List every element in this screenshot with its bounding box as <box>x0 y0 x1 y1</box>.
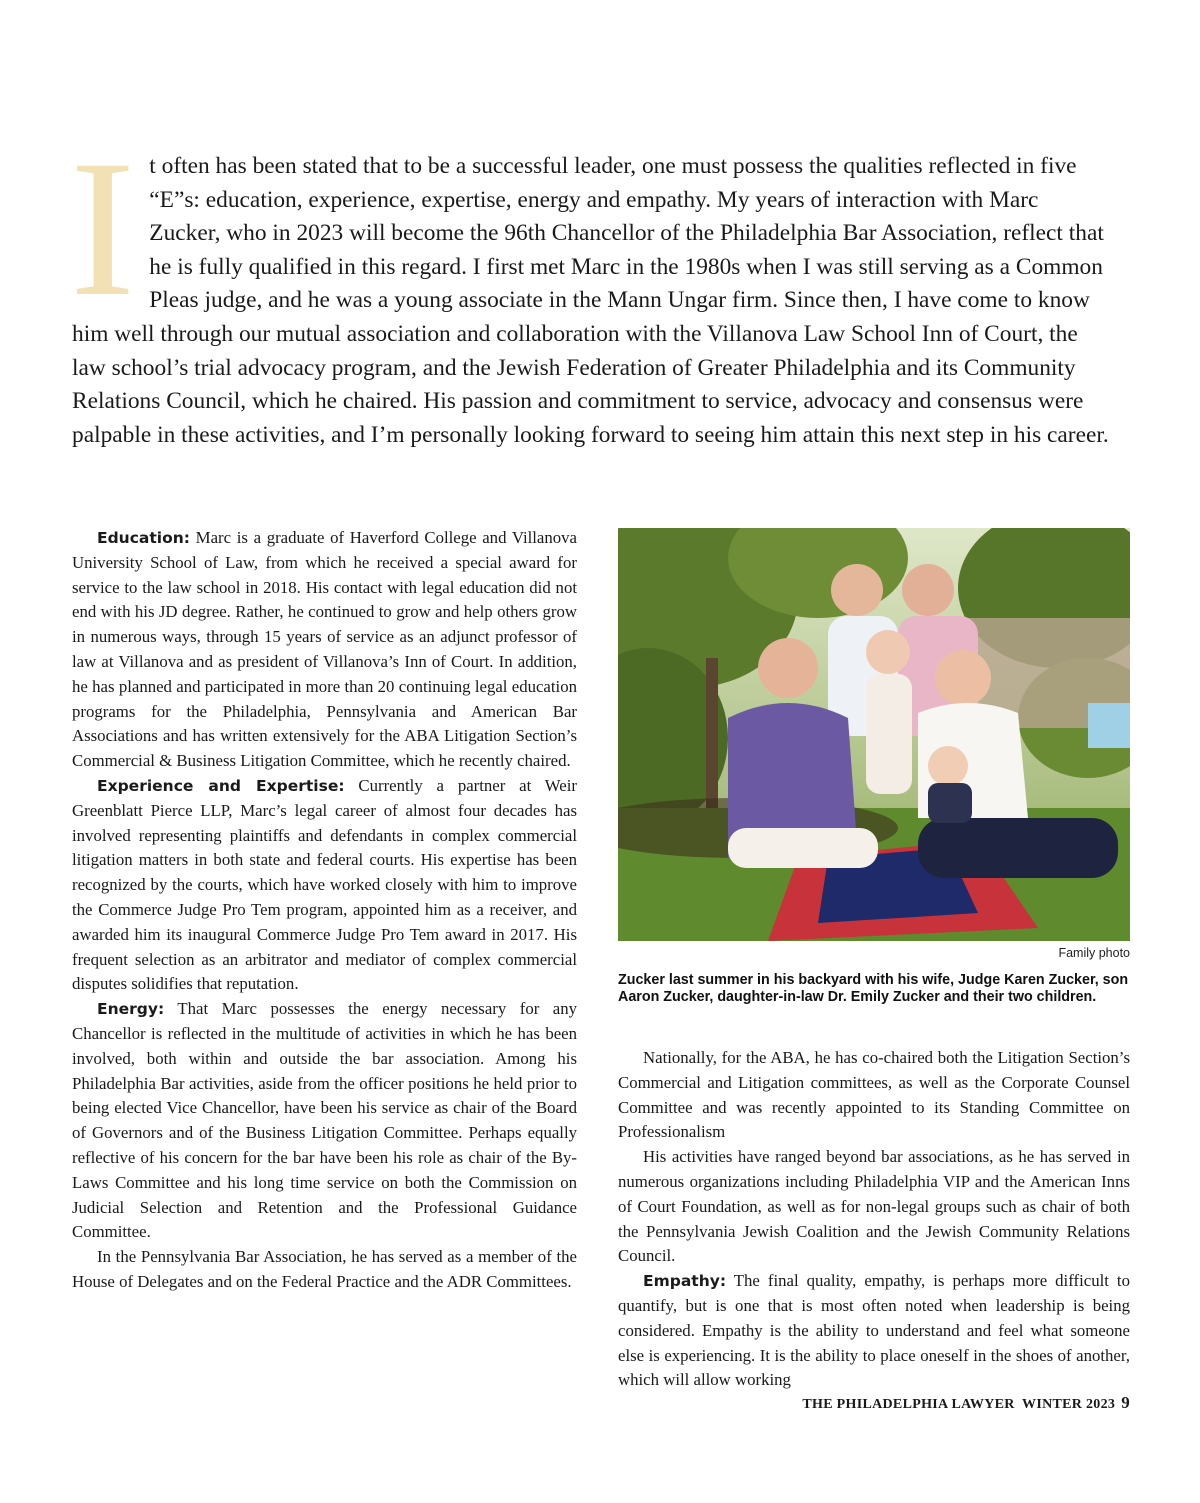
experience-heading: Experience and Expertise: <box>97 776 345 795</box>
drop-cap: I <box>70 120 136 337</box>
page-number: 9 <box>1121 1393 1130 1412</box>
education-heading: Education: <box>97 529 190 547</box>
pba-paragraph: In the Pennsylvania Bar Association, he has served as a member of the House of Delegates and on the Federal Practice and the ADR Committees. <box>72 1247 577 1291</box>
education-paragraph <box>72 526 577 774</box>
photo-caption: Zucker last summer in his backyard with his wife, Judge Karen Zucker, son Aaron Zucker, daughter-in-law Dr. Emily Zucker and their two children. <box>618 972 1129 1006</box>
family-photo <box>618 528 1130 941</box>
publication-name: THE PHILADELPHIA LAWYER WINTER 2023 <box>802 1397 1116 1412</box>
education-text: Marc is a graduate of Haverford College and Villanova University School of Law, from which he received a special award for service to the law school in 2018. His contact with legal education did not end with his JD degree. Rather, he continued to grow and help others grow in numerous ways, through 15 years of service as an adjunct professor of law at Villanova and as president of Villanova’s Inn of Court. In addition, he has planned and participated in more than 20 continuing legal education programs for the Philadelphia, Pennsylvania and American Bar Associations and has written extensively for the ABA Litigation Section’s Commercial & Business Litigation Committee, which he recently chaired. <box>72 528 577 771</box>
intro-text: t often has been stated that to be a successful leader, one must possess the qualities reflected in five “E”s: education, experience, expertise, energy and empathy. My years of interaction with Marc Zucker, who in 2023 will become the 96th Chancellor of the Philadelphia Bar Association, reflect that he is fully qualified in this regard. I first met Marc in the 1980s when I was still serving as a Common Pleas judge, and he was a young associate in the Mann Ungar firm. Since then, I have come to know him well through our mutual association and collaboration with the Villanova Law School Inn of Court, the law school’s trial advocacy program, and the Jewish Federation of Greater Philadelphia and its Community Relations Council, which he chaired. His passion and commitment to service, advocacy and consensus were palpable in these activities, and I’m personally looking forward to seeing him attain this next step in his career. <box>72 153 1109 448</box>
aba-paragraph: Nationally, for the ABA, he has co-chaired both the Litigation Section’s Commercial and Litigation committees, as well as the Corporate Counsel Committee and was recently appointed to its Standing Committee on Professionalism <box>618 1048 1130 1142</box>
empathy-heading: Empathy: <box>643 1272 727 1291</box>
energy-heading: Energy: <box>97 1000 165 1019</box>
family-photo-illustration <box>618 528 1130 941</box>
experience-paragraph <box>72 774 577 997</box>
empathy-paragraph <box>618 1269 1130 1393</box>
experience-text: Currently a partner at Weir Greenblatt Pierce LLP, Marc’s legal career of almost four decades has involved representing plaintiffs and defendants in complex commercial litigation matters in both state and federal courts. His expertise has been recognized by the courts, which have worked closely with him to improve the Commerce Judge Pro Tem program, appointed him as a receiver, and awarded him its inaugural Commerce Judge Pro Tem award in 2017. His frequent selection as an arbitrator and mediator of complex commercial disputes solidifies that reputation. <box>72 775 578 994</box>
activities-paragraph: His activities have ranged beyond bar associations, as he has served in numerous organizations including Philadelphia VIP and the American Inns of Court Foundation, as well as for non-legal groups such as chair of both the Pennsylvania Jewish Coalition and the Jewish Community Relations Council. <box>618 1147 1130 1266</box>
left-column <box>72 526 577 1295</box>
right-column <box>618 1046 1130 1393</box>
energy-paragraph <box>72 997 577 1245</box>
energy-text: That Marc possesses the energy necessary for any Chancellor is reflected in the multitude of activities in which he has been involved, both within and outside the bar association. Among his Philadelphia Bar activities, aside from the officer positions he held prior to being elected Vice Chancellor, have been his service as chair of the Board of Governors and of the Business Litigation Committee. Perhaps equally reflective of his concern for the bar have been his role as chair of the By-Laws Committee and his long time service on both the Commission on Judicial Selection and Retention and the Professional Guidance Committee. <box>72 999 577 1242</box>
photo-credit: Family photo <box>1058 946 1130 960</box>
page-footer <box>802 1393 1130 1413</box>
empathy-text: The final quality, empathy, is perhaps more difficult to quantify, but is one that is most often noted when leadership is being considered. Empathy is the ability to understand and feel what someone else is experiencing. It is the ability to place oneself in the shoes of another, which will allow working <box>618 1271 1130 1390</box>
intro-paragraph <box>70 120 1112 452</box>
